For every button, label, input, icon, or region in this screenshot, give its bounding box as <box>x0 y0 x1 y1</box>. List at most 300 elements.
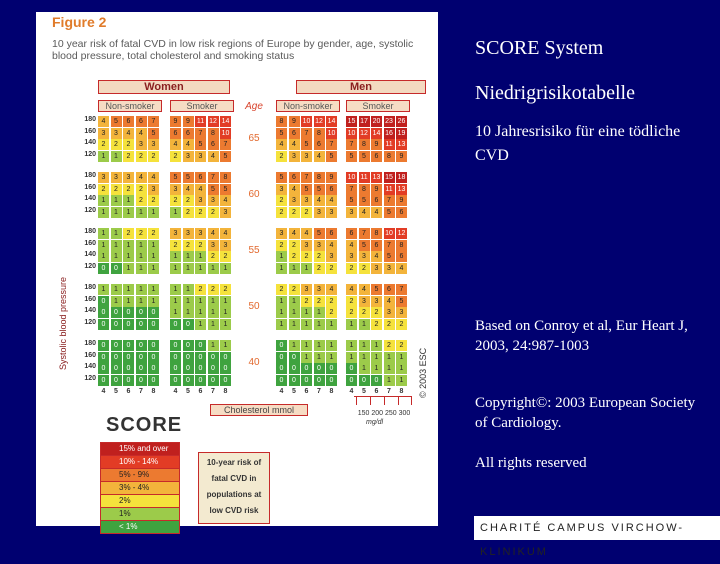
age-header: Age <box>245 101 263 112</box>
risk-cell: 5 <box>346 151 357 162</box>
risk-cell: 2 <box>123 151 134 162</box>
risk-cell: 1 <box>359 352 370 363</box>
risk-cell: 10 <box>385 230 393 237</box>
risk-cell: 6 <box>289 172 300 183</box>
risk-cell: 10 <box>347 129 356 137</box>
risk-cell: 2 <box>170 195 181 206</box>
risk-cell: 12 <box>209 118 217 125</box>
risk-cell: 2 <box>276 284 287 295</box>
risk-cell: 1 <box>98 251 109 262</box>
risk-cell: 10 <box>347 174 356 181</box>
risk-cell: 9 <box>289 116 300 127</box>
risk-cell: 4 <box>208 151 219 162</box>
risk-cell: 5 <box>111 116 122 127</box>
mgdl-tick-labels: 150 200 250 300 <box>357 410 411 417</box>
risk-cell: 1 <box>371 352 382 363</box>
risk-cell: 8 <box>371 228 382 239</box>
risk-cell: 1 <box>170 251 181 262</box>
risk-cell: 0 <box>289 363 300 374</box>
risk-cell: 3 <box>208 240 219 251</box>
age-label: 40 <box>248 357 260 368</box>
risk-cell: 1 <box>384 375 395 386</box>
risk-cell: 3 <box>183 228 194 239</box>
risk-cell: 4 <box>396 263 407 274</box>
risk-cell: 3 <box>276 184 287 195</box>
risk-cell: 0 <box>289 375 300 386</box>
cholesterol-tick: 8 <box>223 388 228 395</box>
risk-cell: 2 <box>371 319 382 330</box>
risk-cell: 20 <box>372 118 381 125</box>
cholesterol-axis-label: Cholesterol mmol <box>210 404 308 416</box>
risk-cell: 1 <box>326 352 337 363</box>
risk-cell: 1 <box>314 352 325 363</box>
risk-cell: 1 <box>123 263 134 274</box>
risk-cell: 0 <box>98 307 109 318</box>
risk-cell: 0 <box>314 363 325 374</box>
risk-cell: 1 <box>208 307 219 318</box>
sbp-label: 180 <box>84 172 96 179</box>
risk-cell: 1 <box>111 228 122 239</box>
risk-cell: 1 <box>148 240 159 251</box>
risk-cell: 3 <box>208 195 219 206</box>
risk-cell: 1 <box>220 307 231 318</box>
risk-cell: 1 <box>276 307 287 318</box>
risk-cell: 0 <box>314 375 325 386</box>
risk-cell: 1 <box>148 284 159 295</box>
risk-cell: 1 <box>195 307 206 318</box>
risk-cell: 5 <box>208 184 219 195</box>
risk-cell: 3 <box>220 207 231 218</box>
risk-cell: 1 <box>371 363 382 374</box>
risk-cell: 2 <box>183 207 194 218</box>
risk-cell: 11 <box>385 185 393 193</box>
risk-cell: 6 <box>289 128 300 139</box>
risk-cell: 0 <box>195 340 206 351</box>
risk-cell: 4 <box>301 228 312 239</box>
risk-cell: 2 <box>314 296 325 307</box>
copyright-notice: Copyright©: 2003 European Society of Cardiology. <box>475 395 696 431</box>
sbp-label: 120 <box>84 206 96 214</box>
sbp-label: 140 <box>84 307 96 314</box>
legend-box-line: fatal CVD in <box>211 474 257 483</box>
risk-cell: 1 <box>195 319 206 330</box>
sbp-label: 160 <box>84 239 96 247</box>
risk-cell: 19 <box>397 129 406 137</box>
risk-cell: 1 <box>111 296 122 307</box>
risk-cell: 1 <box>111 207 122 218</box>
risk-cell: 1 <box>111 195 122 206</box>
risk-cell: 6 <box>384 284 395 295</box>
cholesterol-tick: 8 <box>399 388 404 395</box>
risk-cell: 2 <box>148 195 159 206</box>
risk-cell: 1 <box>359 319 370 330</box>
risk-cell: 3 <box>384 263 395 274</box>
risk-cell: 1 <box>111 284 122 295</box>
risk-cell: 4 <box>220 195 231 206</box>
risk-cell: 4 <box>148 172 159 183</box>
risk-cell: 3 <box>301 240 312 251</box>
legend-item: 3% - 4% <box>100 482 180 495</box>
legend-box-line: low CVD risk <box>209 506 259 515</box>
risk-cell: 2 <box>195 207 206 218</box>
risk-cell: 1 <box>98 284 109 295</box>
risk-cell: 0 <box>136 307 147 318</box>
cholesterol-tick: 6 <box>374 388 379 395</box>
risk-cell: 7 <box>301 128 312 139</box>
risk-cell: 8 <box>359 184 370 195</box>
risk-cell: 0 <box>136 319 147 330</box>
risk-cell: 1 <box>326 340 337 351</box>
risk-cell: 4 <box>371 207 382 218</box>
risk-cell: 1 <box>396 363 407 374</box>
risk-cell: 8 <box>220 172 231 183</box>
risk-cell: 1 <box>148 296 159 307</box>
risk-cell: 2 <box>276 207 287 218</box>
risk-cell: 4 <box>136 128 147 139</box>
risk-cell: 7 <box>346 184 357 195</box>
figure-title: Figure 2 <box>52 14 107 30</box>
cholesterol-tick: 4 <box>173 388 178 395</box>
risk-cell: 3 <box>111 128 122 139</box>
cholesterol-tick: 5 <box>186 388 190 395</box>
risk-cell: 3 <box>314 207 325 218</box>
figure-subtitle: 10 year risk of fatal CVD in low risk regions of Europe by gender, age, systolic blood pressure, total cholesterol and smoking status <box>52 38 414 62</box>
risk-cell: 15 <box>385 174 393 181</box>
risk-cell: 1 <box>220 340 231 351</box>
risk-cell: 0 <box>276 375 287 386</box>
risk-cell: 1 <box>170 284 181 295</box>
risk-cell: 4 <box>359 284 370 295</box>
risk-cell: 0 <box>98 352 109 363</box>
risk-cell: 6 <box>326 228 337 239</box>
risk-cell: 1 <box>183 263 194 274</box>
legend-item: 15% and over <box>100 442 180 456</box>
risk-cell: 1 <box>314 319 325 330</box>
risk-cell: 0 <box>301 363 312 374</box>
risk-cell: 6 <box>326 184 337 195</box>
risk-cell: 7 <box>359 228 370 239</box>
risk-cell: 12 <box>397 230 406 237</box>
women-smoker-header: Smoker <box>170 100 234 112</box>
risk-cell: 7 <box>384 240 395 251</box>
risk-cell: 0 <box>371 375 382 386</box>
risk-cell: 2 <box>136 228 147 239</box>
risk-cell: 0 <box>208 375 219 386</box>
sbp-label: 160 <box>84 295 96 303</box>
risk-cell: 1 <box>123 251 134 262</box>
risk-cell: 7 <box>346 139 357 150</box>
risk-cell: 9 <box>170 116 181 127</box>
risk-cell: 1 <box>136 240 147 251</box>
sbp-label: 140 <box>84 139 96 146</box>
risk-cell: 1 <box>301 352 312 363</box>
risk-cell: 1 <box>195 296 206 307</box>
risk-cell: 3 <box>220 240 231 251</box>
risk-cell: 5 <box>276 172 287 183</box>
legend-box-line: populations at <box>206 490 262 499</box>
risk-cell: 0 <box>136 363 147 374</box>
slide-description: 10 Jahresrisiko für eine tödliche CVD <box>475 123 681 164</box>
risk-cell: 5 <box>301 184 312 195</box>
risk-cell: 7 <box>301 172 312 183</box>
risk-cell: 5 <box>170 172 181 183</box>
risk-cell: 0 <box>123 363 134 374</box>
risk-cell: 1 <box>136 251 147 262</box>
risk-cell: 3 <box>384 307 395 318</box>
risk-cell: 1 <box>276 296 287 307</box>
risk-cell: 2 <box>195 240 206 251</box>
risk-cell: 5 <box>220 184 231 195</box>
risk-cell: 0 <box>183 319 194 330</box>
risk-cell: 10 <box>302 118 311 125</box>
risk-cell: 1 <box>289 319 300 330</box>
risk-cell: 1 <box>98 240 109 251</box>
risk-cell: 0 <box>301 375 312 386</box>
risk-cell: 13 <box>372 174 381 181</box>
risk-cell: 6 <box>396 251 407 262</box>
risk-cell: 13 <box>397 185 406 193</box>
risk-cell: 0 <box>220 352 231 363</box>
risk-cell: 1 <box>170 296 181 307</box>
risk-cell: 0 <box>183 375 194 386</box>
risk-cell: 0 <box>346 375 357 386</box>
risk-cell: 23 <box>385 118 393 125</box>
risk-cell: 3 <box>371 296 382 307</box>
risk-cell: 0 <box>195 352 206 363</box>
sbp-label: 160 <box>84 351 96 359</box>
risk-cell: 0 <box>276 363 287 374</box>
risk-cell: 2 <box>276 151 287 162</box>
risk-cell: 3 <box>195 228 206 239</box>
risk-cell: 2 <box>314 251 325 262</box>
risk-cell: 1 <box>123 240 134 251</box>
risk-cell: 1 <box>98 195 109 206</box>
sbp-label: 120 <box>84 262 96 270</box>
risk-cell: 10 <box>327 129 336 137</box>
risk-cell: 11 <box>196 118 205 125</box>
cholesterol-tick: 6 <box>198 388 203 395</box>
risk-cell: 4 <box>326 284 337 295</box>
risk-cell: 0 <box>148 352 159 363</box>
risk-cell: 3 <box>98 172 109 183</box>
risk-cell: 2 <box>289 207 300 218</box>
risk-cell: 8 <box>314 128 325 139</box>
risk-cell: 13 <box>397 141 406 148</box>
risk-cell: 3 <box>123 172 134 183</box>
risk-cell: 2 <box>170 240 181 251</box>
charite-logo: CHARITÉ CAMPUS VIRCHOW-KLINIKUM <box>474 516 720 540</box>
risk-cell: 4 <box>170 139 181 150</box>
risk-cell: 1 <box>148 207 159 218</box>
risk-cell: 0 <box>183 363 194 374</box>
risk-cell: 1 <box>276 319 287 330</box>
risk-cell: 6 <box>170 128 181 139</box>
risk-cell: 1 <box>183 284 194 295</box>
risk-cell: 1 <box>208 296 219 307</box>
risk-cell: 1 <box>170 307 181 318</box>
risk-cell: 1 <box>208 263 219 274</box>
risk-cell: 2 <box>98 139 109 150</box>
risk-cell: 0 <box>98 263 109 274</box>
risk-cell: 1 <box>359 363 370 374</box>
risk-cell: 0 <box>123 307 134 318</box>
risk-cell: 3 <box>301 284 312 295</box>
risk-cell: 12 <box>315 118 323 125</box>
sbp-label: 120 <box>84 374 96 382</box>
risk-cell: 0 <box>326 375 337 386</box>
risk-cell: 0 <box>170 352 181 363</box>
risk-cell: 4 <box>183 184 194 195</box>
men-nonsmoker-header: Non-smoker <box>276 100 340 112</box>
risk-cell: 7 <box>326 139 337 150</box>
risk-cell: 4 <box>183 139 194 150</box>
risk-cell: 5 <box>314 184 325 195</box>
cholesterol-tick: 8 <box>329 388 334 395</box>
risk-cell: 3 <box>301 151 312 162</box>
risk-cell: 3 <box>170 228 181 239</box>
risk-cell: 8 <box>276 116 287 127</box>
sbp-label: 160 <box>84 127 96 135</box>
men-smoker-header: Smoker <box>346 100 410 112</box>
risk-cell: 1 <box>220 263 231 274</box>
risk-cell: 0 <box>326 363 337 374</box>
risk-cell: 6 <box>136 116 147 127</box>
risk-cell: 1 <box>98 151 109 162</box>
risk-cell: 4 <box>346 240 357 251</box>
risk-cell: 3 <box>314 240 325 251</box>
risk-cell: 3 <box>289 195 300 206</box>
risk-cell: 2 <box>359 263 370 274</box>
risk-cell: 4 <box>289 184 300 195</box>
sbp-label: 120 <box>84 318 96 326</box>
risk-cell: 4 <box>289 228 300 239</box>
risk-cell: 2 <box>346 263 357 274</box>
risk-cell: 2 <box>301 251 312 262</box>
risk-cell: 3 <box>111 172 122 183</box>
risk-cell: 8 <box>359 139 370 150</box>
risk-cell: 1 <box>111 251 122 262</box>
risk-cell: 1 <box>148 251 159 262</box>
legend-item: 2% <box>100 495 180 508</box>
systolic-label: Systolic blood pressure <box>58 276 68 370</box>
risk-cell: 1 <box>195 251 206 262</box>
risk-cell: 4 <box>220 228 231 239</box>
risk-cell: 9 <box>396 151 407 162</box>
risk-cell: 1 <box>111 151 122 162</box>
risk-cell: 3 <box>148 184 159 195</box>
risk-cell: 1 <box>371 340 382 351</box>
risk-cell: 6 <box>314 139 325 150</box>
esc-copyright-label: © 2003 ESC <box>418 347 428 398</box>
risk-cell: 5 <box>359 151 370 162</box>
risk-cell: 1 <box>170 263 181 274</box>
risk-cell: 5 <box>359 240 370 251</box>
risk-cell: 2 <box>123 228 134 239</box>
risk-cell: 2 <box>289 240 300 251</box>
risk-cell: 2 <box>98 184 109 195</box>
risk-cell: 0 <box>170 363 181 374</box>
risk-cell: 4 <box>136 172 147 183</box>
sbp-label: 180 <box>84 284 96 291</box>
risk-cell: 15 <box>347 118 356 125</box>
risk-cell: 2 <box>183 195 194 206</box>
risk-cell: 1 <box>314 340 325 351</box>
risk-cell: 0 <box>98 375 109 386</box>
risk-cell: 8 <box>314 172 325 183</box>
risk-cell: 6 <box>371 240 382 251</box>
risk-cell: 2 <box>314 263 325 274</box>
risk-cell: 0 <box>148 340 159 351</box>
risk-cell: 1 <box>136 296 147 307</box>
sbp-label: 140 <box>84 251 96 258</box>
cholesterol-tick: 7 <box>317 388 321 395</box>
risk-cell: 1 <box>346 319 357 330</box>
cholesterol-tick: 4 <box>349 388 354 395</box>
risk-cell: 1 <box>111 240 122 251</box>
cholesterol-tick: 7 <box>211 388 215 395</box>
risk-cell: 9 <box>326 172 337 183</box>
risk-cell: 2 <box>301 296 312 307</box>
risk-cell: 1 <box>170 207 181 218</box>
men-header: Men <box>296 80 426 94</box>
risk-cell: 2 <box>136 184 147 195</box>
risk-cell: 2 <box>326 296 337 307</box>
risk-cell: 2 <box>136 151 147 162</box>
risk-cell: 2 <box>301 207 312 218</box>
risk-cell: 0 <box>208 363 219 374</box>
sbp-label: 180 <box>84 116 96 123</box>
risk-cell: 14 <box>221 118 230 125</box>
risk-cell: 5 <box>276 128 287 139</box>
cholesterol-tick: 8 <box>151 388 156 395</box>
risk-cell: 0 <box>98 340 109 351</box>
risk-cell: 26 <box>397 118 406 125</box>
risk-cell: 7 <box>396 284 407 295</box>
score-logo: SCORE <box>106 414 183 436</box>
risk-cell: 0 <box>98 319 109 330</box>
risk-cell: 5 <box>346 195 357 206</box>
cholesterol-tick: 5 <box>362 388 366 395</box>
risk-cell: 1 <box>183 296 194 307</box>
risk-cell: 0 <box>136 340 147 351</box>
risk-cell: 1 <box>183 307 194 318</box>
risk-cell: 0 <box>123 352 134 363</box>
risk-cell: 0 <box>136 375 147 386</box>
risk-cell: 7 <box>208 172 219 183</box>
risk-cell: 4 <box>195 184 206 195</box>
risk-cell: 2 <box>289 284 300 295</box>
risk-cell: 1 <box>98 228 109 239</box>
cholesterol-tick: 6 <box>126 388 131 395</box>
age-label: 60 <box>248 189 260 200</box>
risk-cell: 2 <box>195 284 206 295</box>
risk-cell: 2 <box>111 139 122 150</box>
risk-cell: 2 <box>111 184 122 195</box>
risk-cell: 0 <box>123 319 134 330</box>
risk-cell: 0 <box>170 375 181 386</box>
legend-description-box <box>198 452 270 524</box>
risk-cell: 2 <box>371 307 382 318</box>
risk-cell: 4 <box>208 228 219 239</box>
rights-notice: All rights reserved <box>475 455 587 471</box>
risk-cell: 0 <box>170 319 181 330</box>
risk-cell: 2 <box>326 263 337 274</box>
risk-cell: 0 <box>136 352 147 363</box>
sbp-label: 120 <box>84 150 96 158</box>
risk-cell: 1 <box>123 207 134 218</box>
risk-cell: 1 <box>123 284 134 295</box>
risk-cell: 0 <box>276 340 287 351</box>
